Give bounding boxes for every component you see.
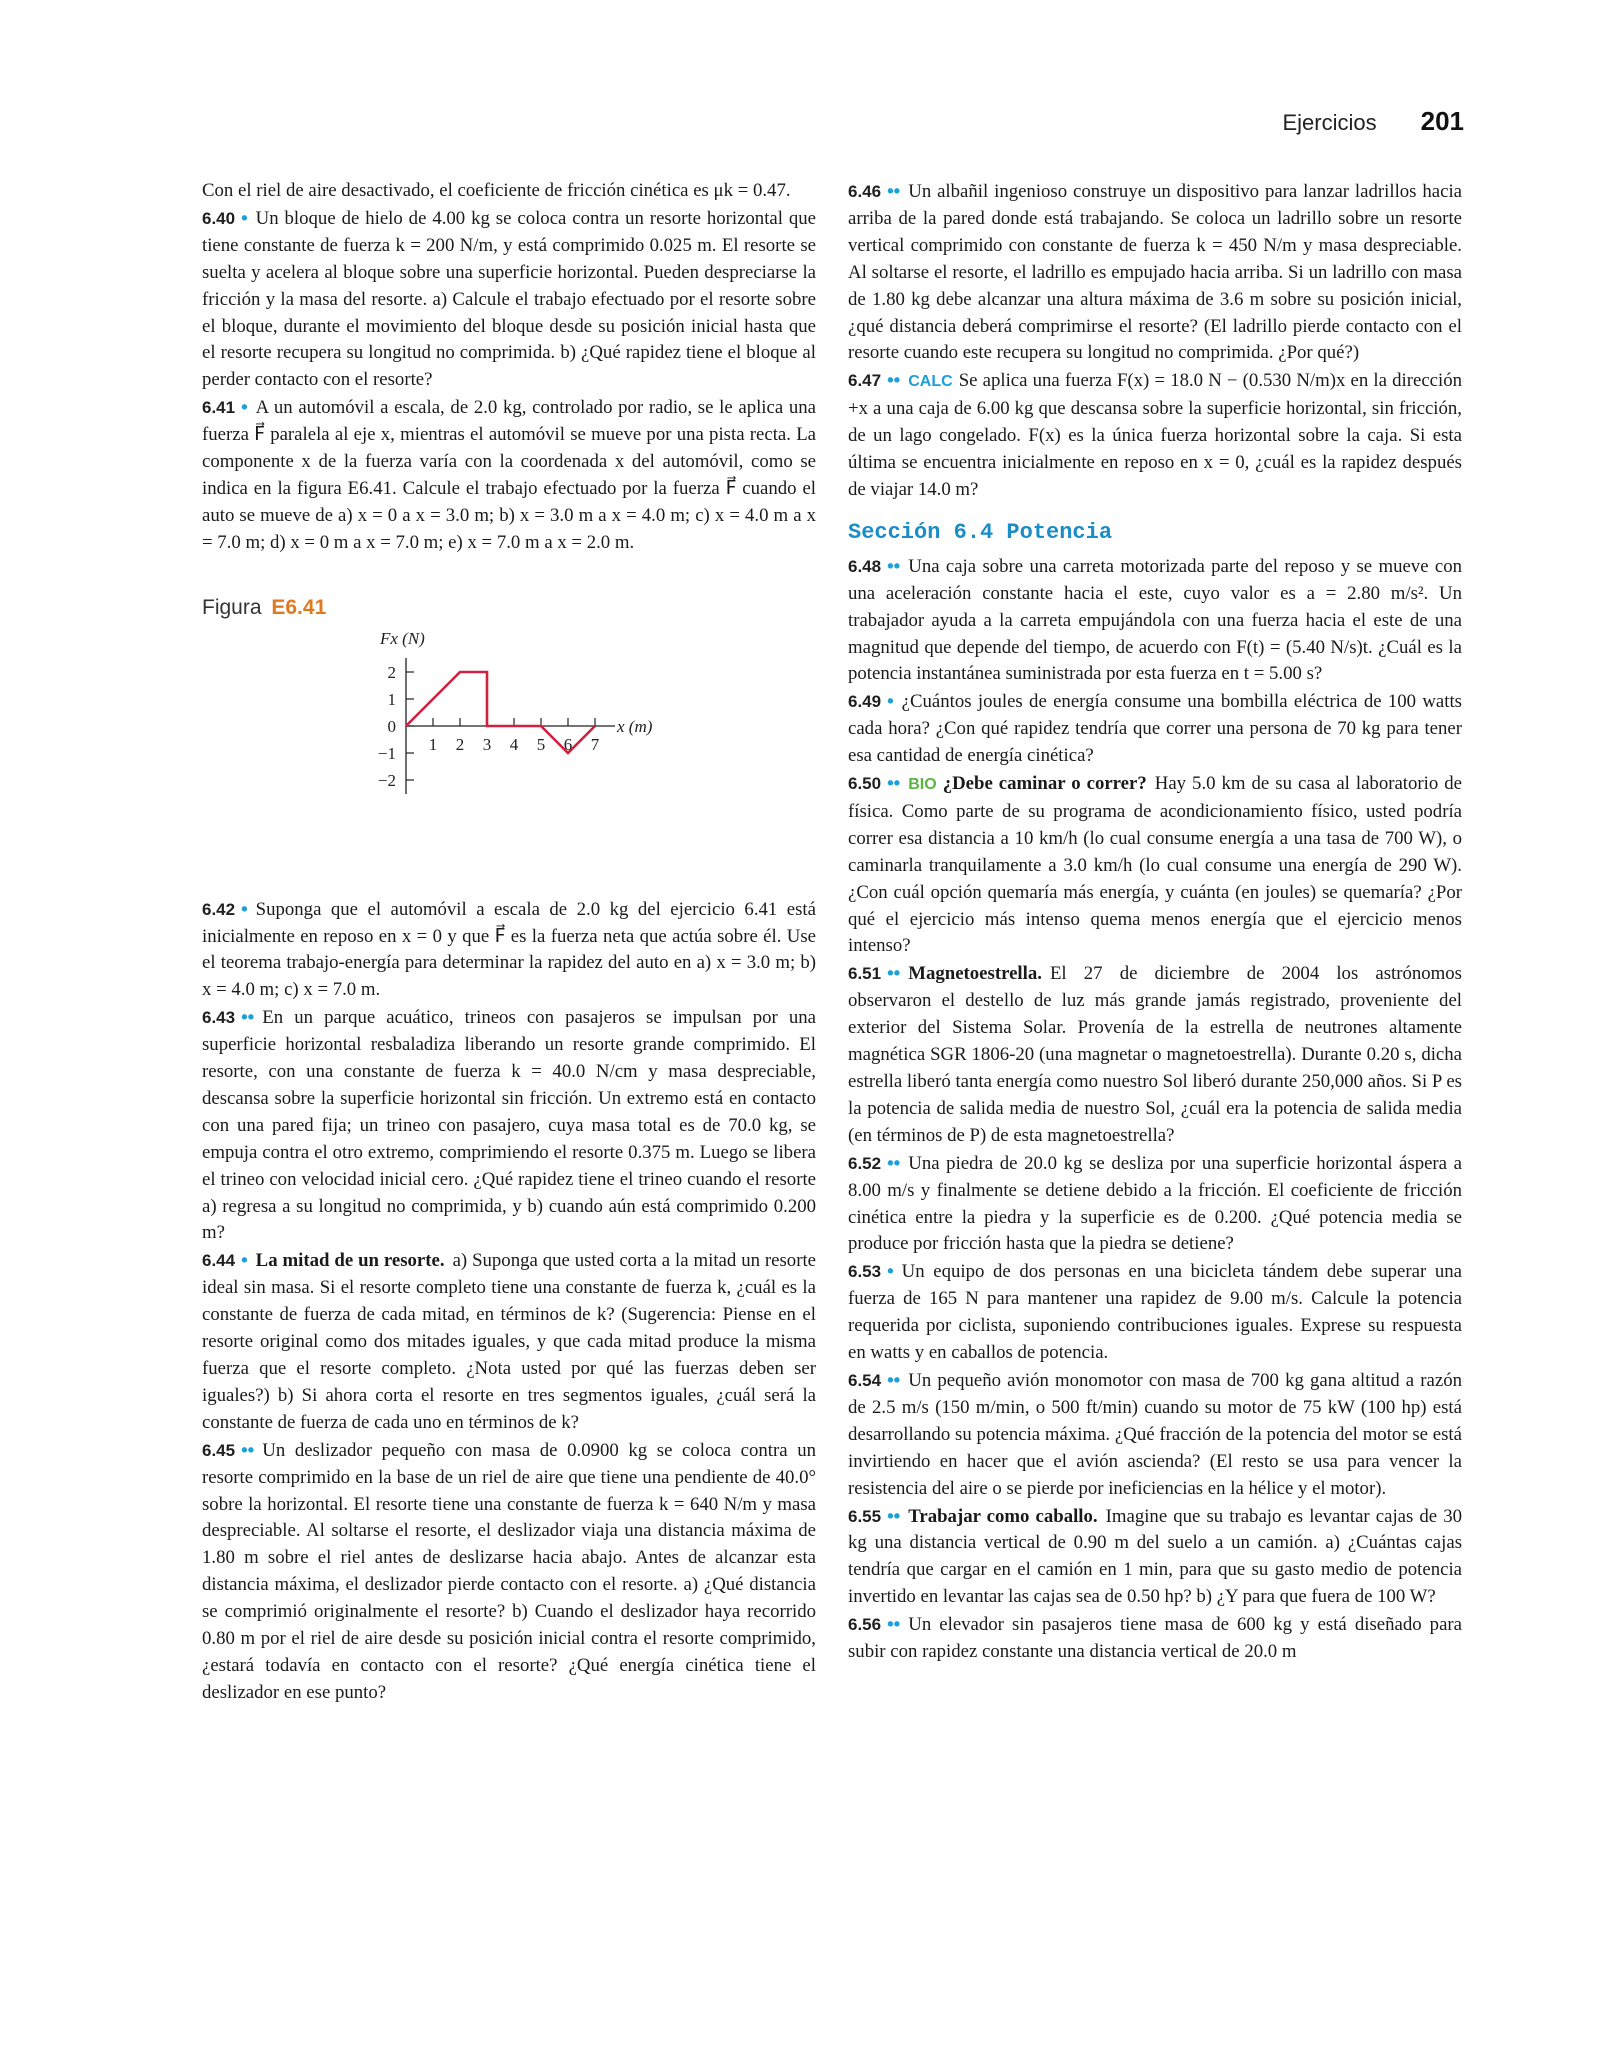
figure-e6-41	[202, 626, 816, 842]
exercise-number: 6.51	[848, 964, 882, 984]
exercise-title: La mitad de un resorte.	[255, 1250, 445, 1272]
section-heading: Sección 6.4 Potencia	[848, 519, 1113, 545]
exercise-number: 6.43	[202, 1008, 236, 1028]
bio-tag: BIO	[908, 776, 937, 794]
exercise-text: Un equipo de dos personas en una bicicleta tándem debe superar una fuerza de 165 N para mantener una rapidez de 9.00 m/s. Calcule la potencia requerida por ciclista, suponiendo contribuciones iguales. Exprese su respuesta en watts y en caballos de potencia.	[848, 1261, 1462, 1364]
exercise-number: 6.47	[848, 371, 882, 391]
x-tick-label: 6	[563, 734, 573, 754]
exercise-text: Imagine que su trabajo es levantar cajas de 30 kg una distancia vertical de 0.90 m del suelo a un camión. a) ¿Cuántas cajas tendría que cargar en el camión en 1 min, para que su gasto medio de potencia invertido en levantar las cajas sea de 0.50 hp? b) ¿Y para que fuera de 100 W?	[848, 1505, 1462, 1608]
exercise-number: 6.54	[848, 1370, 882, 1390]
exercise-number: 6.55	[848, 1506, 882, 1526]
exercise-title: Magnetoestrella.	[908, 963, 1042, 985]
header-section-title: Ejercicios	[1282, 110, 1377, 135]
difficulty-dots: ••	[887, 772, 901, 794]
exercise-text: Suponga que el automóvil a escala de 2.0 kg del ejercicio 6.41 está inicialmente en reposo en x = 0 y que F⃗ es la fuerza neta que actúa sobre él. Use el teorema trabajo-energía para determinar la rapidez del auto en a) x = 3.0 m; b) x = 4.0 m; c) x = 7.0 m.	[202, 898, 816, 1001]
exercise-text: Se aplica una fuerza F(x) = 18.0 N − (0.530 N/m)x en la dirección +x a una caja de 6.00 kg que descansa sobre la superficie horizontal, sin fricción, de un lago congelado. F(x) es la única fuerza horizontal sobre la caja. Si esta última se encuentra inicialmente en reposo en x = 0, ¿cuál es la rapidez después de viajar 14.0 m?	[848, 370, 1462, 500]
exercise-text: a) Suponga que usted corta a la mitad un resorte ideal sin masa. Si el resorte completo tiene una constante de fuerza k, ¿cuál es la constante de fuerza de cada mitad, en términos de k? (Sugerencia: Piense en el resorte original como dos mitades iguales, y que cada mitad produce la misma fuerza que el resorte completo. ¿Nota usted por qué las fuerzas deben ser iguales?) b) Si ahora corta el resorte en tres segmentos iguales, ¿cuál será la constante de fuerza de cada uno en términos de k?	[202, 1250, 817, 1433]
exercise-number: 6.42	[202, 899, 236, 919]
exercise-number: 6.56	[848, 1615, 882, 1635]
y-tick-label: −1	[377, 743, 396, 763]
exercise-number: 6.46	[848, 182, 882, 201]
exercise-text: Una piedra de 20.0 kg se desliza por una superficie horizontal áspera a 8.00 m/s y finalmente se detiene debido a la fricción. El coeficiente de fricción cinética entre la piedra y la superficie es de 0.200. ¿Qué potencia media se produce por fricción hasta que la piedra se detiene?	[848, 1152, 1462, 1255]
exercise-6-55	[848, 1503, 1462, 1612]
y-tick-label: 2	[387, 662, 396, 682]
figure-caption	[202, 595, 816, 622]
exercise-6-49	[848, 688, 1462, 770]
y-tick-label: 1	[387, 689, 396, 709]
exercise-6-42	[202, 896, 816, 1005]
exercise-text: El 27 de diciembre de 2004 los astrónomos observaron el destello de luz más grande jamás registrado, proveniente del exterior del Sistema Solar. Provenía de la estrella de neutrones altamente magnética SGR 1806-20 (una magnetar o magnetoestrella). Durante 0.20 s, dicha estrella liberó tanta energía como nuestro Sol liberó durante 250,000 años. Si P es la potencia de salida media de nuestro Sol, ¿cuál era la potencia de salida media (en términos de P) de esta magnetoestrella?	[848, 963, 1462, 1146]
exercise-text: A un automóvil a escala, de 2.0 kg, controlado por radio, se le aplica una fuerza F⃗ paralela al eje x, mientras el automóvil se mueve por una pista recta. La componente x de la fuerza varía con la coordenada x del automóvil, como se indica en la figura E6.41. Calcule el trabajo efectuado por la fuerza F⃗ cuando el auto se mueve de a) x = 0 a x = 3.0 m; b) x = 3.0 m a x = 4.0 m; c) x = 4.0 m a x = 7.0 m; d) x = 0 m a x = 7.0 m; e) x = 7.0 m a x = 2.0 m.	[202, 397, 816, 553]
page-number: 201	[1420, 106, 1464, 136]
exercise-text: Un albañil ingenioso construye un dispositivo para lanzar ladrillos hacia arriba de la pared donde está trabajando. Se coloca un ladrillo sobre un resorte vertical comprimido con constante de fuerza k = 450 N/m y masa despreciable. Al soltarse el resorte, el ladrillo es empujado hacia arriba. Si un ladrillo con masa de 1.80 kg debe alcanzar una altura máxima de 3.6 m sobre su posición inicial, ¿qué distancia deberá comprimirse el resorte? (El ladrillo pierde contacto con el resorte cuando este recupera su longitud no comprimida. ¿Por qué?)	[848, 181, 1462, 364]
x-tick-label: 2	[455, 734, 465, 754]
exercise-6-48	[848, 553, 1462, 689]
exercise-title: ¿Debe caminar o correr?	[942, 773, 1147, 795]
exercise-6-45	[202, 1437, 816, 1707]
exercise-6-43	[202, 1004, 816, 1247]
exercise-text: Un bloque de hielo de 4.00 kg se coloca contra un resorte horizontal que tiene constante de fuerza k = 200 N/m, y está comprimido 0.025 m. El resorte se suelta y acelera al bloque sobre una superficie horizontal. Pueden despreciarse la fricción y la masa del resorte. a) Calcule el trabajo efectuado por el resorte sobre el bloque, durante el movimiento del bloque desde su posición inicial hasta que el resorte recupera su longitud no comprimida. b) ¿Qué rapidez tiene el bloque al perder contacto con el resorte?	[202, 207, 816, 391]
exercise-6-56	[848, 1611, 1462, 1666]
figure-caption-prefix: Figura	[202, 595, 262, 619]
exercise-number: 6.48	[848, 556, 882, 576]
page-header	[1282, 106, 1464, 137]
exercise-number: 6.49	[848, 692, 882, 712]
exercise-6-53	[848, 1258, 1462, 1367]
exercise-6-52	[848, 1150, 1462, 1259]
difficulty-dots: ••	[241, 1006, 255, 1028]
exercise-6-50	[848, 770, 1462, 960]
difficulty-dots: •	[241, 206, 248, 228]
figure-caption-label: E6.41	[271, 595, 327, 619]
exercise-6-47	[848, 367, 1462, 504]
difficulty-dots: •	[241, 396, 248, 418]
exercise-text: Un elevador sin pasajeros tiene masa de 600 kg y está diseñado para subir con rapidez constante una distancia vertical de 20.0 m	[848, 1614, 1462, 1663]
exercise-text: En un parque acuático, trineos con pasajeros se impulsan por una superficie horizontal resbaladiza liberando un resorte grande comprimido. El resorte, con una constante de fuerza k = 40.0 N/cm y masa despreciable, descansa sobre la superficie horizontal sin fricción. Un extremo está en contacto con una pared fija; un trineo con pasajero, cuya masa total es de 70.0 kg, se empuja contra el otro extremo, comprimiendo el resorte 0.375 m. Luego se libera el trineo con velocidad inicial cero. ¿Qué rapidez tiene el trineo cuando el resorte a) regresa a su longitud no comprimida, y b) cuando aún está comprimido 0.200 m?	[202, 1007, 816, 1244]
difficulty-dots: ••	[241, 1438, 255, 1460]
exercise-6-44	[202, 1247, 816, 1436]
exercise-title: Trabajar como caballo.	[908, 1505, 1098, 1527]
x-tick-label: 5	[536, 734, 546, 754]
exercise-number: 6.50	[848, 774, 882, 794]
exercise-6-54	[848, 1367, 1462, 1503]
exercise-6-51	[848, 960, 1462, 1149]
intro-paragraph: Con el riel de aire desactivado, el coeficiente de fricción cinética es μk = 0.47.	[202, 180, 791, 201]
exercise-text: Una caja sobre una carreta motorizada parte del reposo y se mueve con una aceleración constante hacia el este, cuyo valor es a = 2.80 m/s². Un trabajador ayuda a la carreta empujándola con una fuerza hacia el este de una magnitud que depende del tiempo, de acuerdo con F(t) = (5.40 N/s)t. ¿Cuál es la potencia instantánea suministrada por esta fuerza en t = 5.00 s?	[848, 555, 1462, 685]
difficulty-dots: ••	[887, 962, 901, 984]
y-tick-label: 0	[387, 716, 396, 736]
difficulty-dots: •	[887, 690, 894, 712]
x-axis-label: x (m)	[617, 716, 653, 736]
right-column	[848, 178, 1462, 1666]
x-tick-label: 1	[428, 734, 438, 754]
x-tick-label: 4	[509, 734, 519, 754]
exercise-number: 6.44	[202, 1251, 236, 1271]
difficulty-dots: •	[887, 1260, 894, 1282]
exercise-number: 6.40	[202, 208, 236, 228]
difficulty-dots: ••	[887, 369, 901, 391]
exercise-text: Un pequeño avión monomotor con masa de 700 kg gana altitud a razón de 2.5 m/s (150 m/min, o 500 ft/min) cuando su motor de 75 kW (100 hp) está desarrollando su potencia máxima. ¿Qué fracción de la potencia del motor se está invirtiendo en hacer que el avión ascienda? (El resto se usa para vencer la resistencia del aire o se pierde por ineficiencias en la hélice y el motor).	[848, 1369, 1462, 1499]
y-axis-label: Fx (N)	[380, 628, 425, 648]
exercise-number: 6.53	[848, 1262, 882, 1282]
exercise-text: Un deslizador pequeño con masa de 0.0900 kg se coloca contra un resorte comprimido en la base de un riel de aire que tiene una pendiente de 40.0° sobre la horizontal. El resorte tiene una constante de fuerza k = 640 N/m y masa despreciable. Al soltarse el resorte, el deslizador viaja una distancia máxima de 1.80 m sobre el riel antes de deslizarse hacia abajo. Antes de alcanzar esta distancia máxima, el deslizador pierde contacto con el resorte. a) ¿Qué distancia se comprimió originalmente el resorte? b) Cuando el deslizador haya recorrido 0.80 m por el riel de aire desde su posición inicial contra el resorte comprimido, ¿estará todavía en contacto con el resorte? ¿Qué energía cinética tiene el deslizador en ese punto?	[202, 1439, 816, 1703]
calc-tag: CALC	[908, 373, 953, 391]
force-position-chart	[202, 626, 816, 842]
left-column	[202, 178, 816, 1707]
y-tick-label: −2	[377, 770, 396, 790]
exercise-number: 6.52	[848, 1153, 882, 1173]
difficulty-dots: •	[241, 897, 248, 919]
x-tick-label: 3	[482, 734, 492, 754]
exercise-number: 6.41	[202, 398, 236, 418]
x-tick-label: 7	[590, 734, 600, 754]
exercise-text: Hay 5.0 km de su casa al laboratorio de física. Como parte de su programa de acondicionamiento físico, usted podría correr esa distancia a 10 km/h (lo cual consume energía a una tasa de 700 W), o caminarla tranquilamente a 3.0 km/h (lo cual consume una energía de 290 W). ¿Con cuál opción quemaría más energía, y cuánta (en joules) se quemaría? ¿Por qué el ejercicio más intenso quema menos energía que el ejercicio menos intenso?	[848, 773, 1463, 957]
exercise-text: ¿Cuántos joules de energía consume una bombilla eléctrica de 100 watts cada hora? ¿Con qué rapidez tendría que correr una persona de 70 kg para tener esa cantidad de energía cinética?	[848, 691, 1462, 767]
exercise-number: 6.45	[202, 1440, 236, 1460]
difficulty-dots: ••	[887, 1504, 901, 1526]
exercise-6-41	[202, 394, 816, 556]
difficulty-dots: ••	[887, 1613, 901, 1635]
exercise-6-40	[202, 205, 816, 394]
difficulty-dots: ••	[887, 1151, 901, 1173]
exercise-6-46	[848, 178, 1462, 367]
difficulty-dots: ••	[887, 180, 901, 201]
difficulty-dots: ••	[887, 1368, 901, 1390]
difficulty-dots: ••	[887, 554, 901, 576]
difficulty-dots: •	[241, 1249, 248, 1271]
